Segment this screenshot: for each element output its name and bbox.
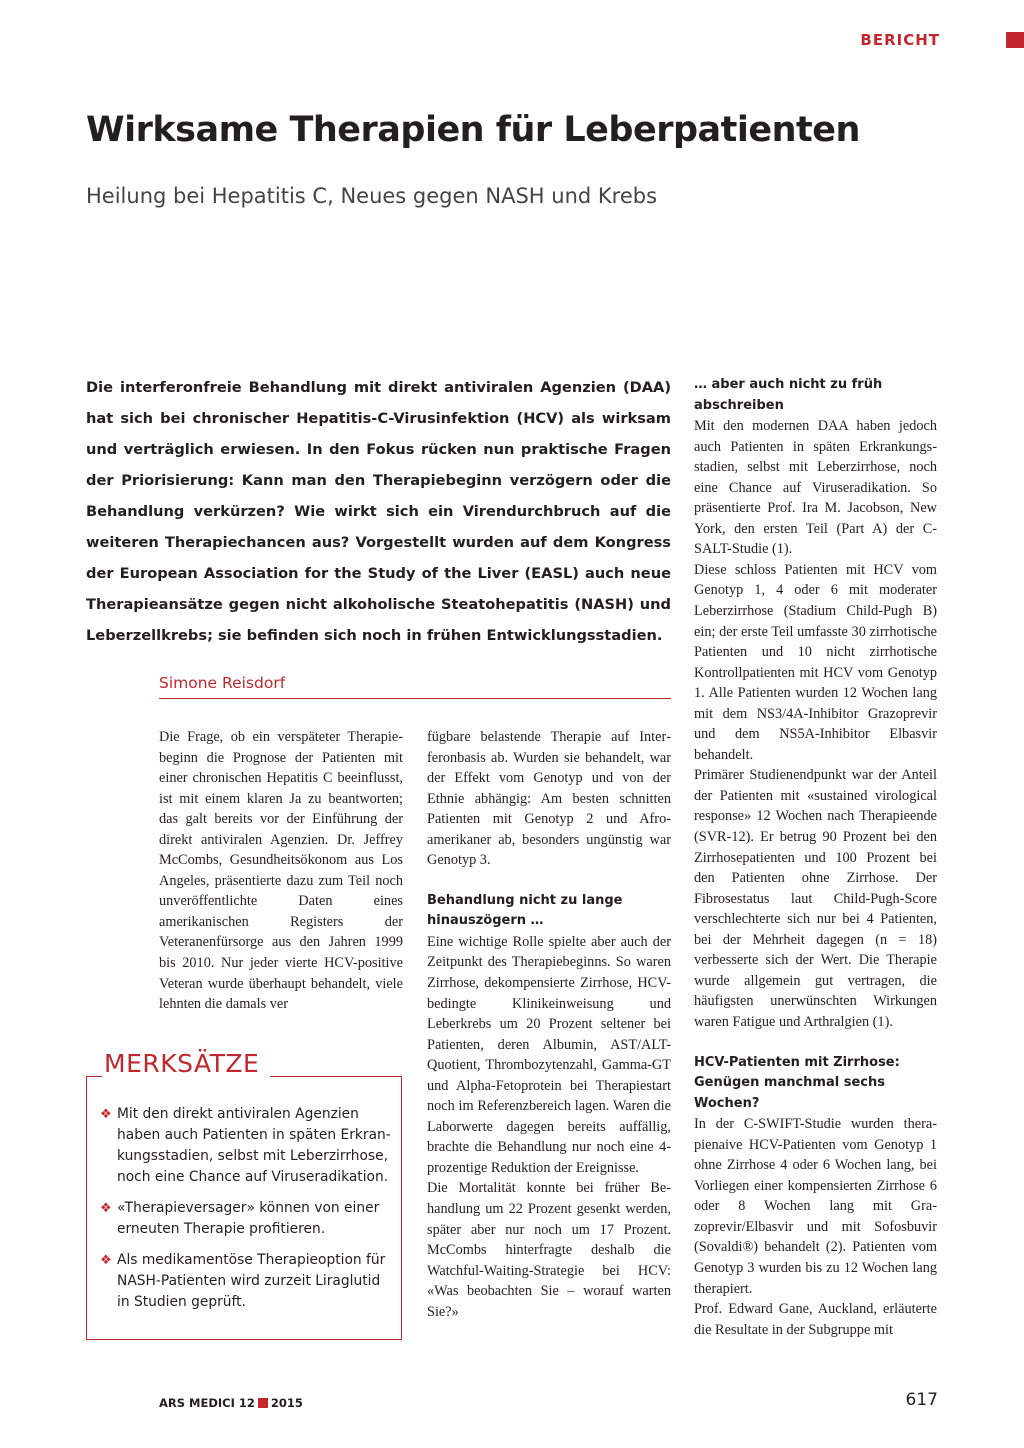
body-column-2	[427, 727, 671, 1322]
section-label: BERICHT	[860, 31, 940, 49]
section-heading: Behandlung nicht zu lange hinauszögern …	[427, 892, 623, 929]
list-item-text: Mit den direkt antiviralen Agenzien haben auch Patienten in späten Erkrankungsstadien, selbst mit Leberzirrhose, noch eine Chance auf Viruseradikation.	[117, 1106, 391, 1185]
body-column-3	[694, 375, 937, 1340]
section-heading: HCV-Patienten mit Zirrhose: Genügen manchmal sechs Wochen?	[694, 1054, 900, 1111]
box-top-border	[86, 1076, 102, 1077]
paragraph: Die Frage, ob ein verspäteter Therapiebeginn die Prognose der Patienten mit einer chronischen Hepatitis C beeinflusst, ist mit einem klaren Ja zu beantworten; das galt bereits vor der Einführung der direkt antiviralen Agenzien. Dr. Jeffrey McCombs, Gesundheitsökonom aus Los Angeles, präsentierte dazu zum Teil noch unveröffentlichte Daten eines amerikanischen Registers der Veteranenfürsorge aus den Jahren 1999 bis 2010. Nur jeder vierte HCV-positive Veteran wurde überhaupt behandelt, viele lehnten die damals ver	[159, 729, 403, 1013]
paragraph: Mit den modernen DAA haben jedoch auch Patienten in späten Erkrankungsstadien, selbst mit Leberzirrhose, noch eine Chance auf Viruseradikation. So präsentierte Prof. Ira M. Jacobson, New York, den ersten Teil (Part A) der C-SALT-Studie (1).	[694, 418, 937, 558]
box-top-border	[270, 1076, 402, 1077]
journal-name: ARS MEDICI 12	[159, 1396, 255, 1410]
diamond-bullet-icon: ❖	[100, 1253, 112, 1268]
paragraph: Prof. Edward Gane, Auckland, erläuterte die Resultate in der Subgruppe mit	[694, 1301, 937, 1338]
diamond-bullet-icon: ❖	[100, 1107, 112, 1122]
paragraph: In der C-SWIFT-Studie wurden therapienaive HCV-Patienten vom Genotyp 1 ohne Zirrhose 4 oder 6 Wochen lang, bei Vorliegen einer kompensierten Zirrhose 6 oder 8 Wochen lang mit Grazoprevir/Elbasvir und mit Sofosbuvir (Sovaldi®) behandelt (2). Patienten vom Genotyp 3 wurden bis zu 12 Wochen lang therapiert.	[694, 1116, 937, 1297]
paragraph: Diese schloss Patienten mit HCV vom Genotyp 1, 4 oder 6 mit moderater Leberzirrhose (Stadium Child-Pugh B) ein; der erste Teil umfasste 30 zirrhotische Patienten und 10 nicht zirrhotische Kontrollpatienten mit HCV vom Genotyp 1. Alle Patienten wurden 12 Wochen lang mit dem NS3/4A-Inhibitor Grazoprevir und dem NS5A-Inhibitor Elbasvir behandelt.	[694, 561, 937, 763]
list-item	[100, 1104, 392, 1188]
merksaetze-title: MERKSÄTZE	[104, 1049, 260, 1078]
paragraph: Die Mortalität konnte bei früher Behandlung um 22 Prozent gesenkt werden, später aber nur noch um 17 Prozent. McCombs hinterfragte deshalb die Watchful-Waiting-Strategie bei HCV: «Was beobachten Sie – worauf warten Sie?»	[427, 1180, 671, 1320]
merksaetze-list	[100, 1104, 392, 1323]
paragraph: Primärer Studienendpunkt war der Anteil der Patienten mit «sustained virological response» 12 Wochen nach Therapieende (SVR-12). Er betrug 90 Prozent bei den Zirrhosepatienten und 100 Prozent bei den Patienten ohne Zirrhose. Der Fibrosestatus laut Child-Pugh-Score verschlechterte sich nur bei 4 Patienten, bei der Mehrheit dagegen (n = 18) verbesserte sich der Wert. Die Therapie wurde allgemein gut vertragen, die häufigsten unerwünschten Wirkungen waren Fatigue und Arthralgien (1).	[694, 767, 937, 1030]
footer-separator-square	[258, 1398, 268, 1408]
body-column-1	[159, 727, 403, 1015]
section-heading: … aber auch nicht zu früh abschreiben	[694, 377, 883, 413]
paragraph: Eine wichtige Rolle spielte aber auch der Zeitpunkt des Therapiebeginns. So waren Zirrhose, dekompensierte Zirrhose, HCV-bedingte Klinikeinweisung und Leberkrebs um 20 Prozent seltener bei Patienten, deren Albumin, AST/ALT-Quotient, Thrombozytenzahl, Gamma-GT und Alpha-Fetoprotein bei Therapiestart noch im Referenzbereich lagen. Waren die Laborwerte dagegen bereits auffällig, brachte die Behandlung nur noch eine 4-prozentige Reduktion der Ereignisse.	[427, 933, 671, 1176]
list-item	[100, 1250, 392, 1313]
list-item-text: «Therapieversager» können von einer erneuten Therapie profitieren.	[117, 1200, 380, 1237]
author-name: Simone Reisdorf	[159, 674, 286, 692]
diamond-bullet-icon: ❖	[100, 1201, 112, 1216]
list-item	[100, 1198, 392, 1240]
paragraph: fügbare belastende Therapie auf Interferonbasis ab. Wurden sie behandelt, war der Effekt vom Genotyp und von der Ethnie abhängig: Am besten schnitten Patienten mit Genotyp 2 und Afroamerikaner ab, besonders ungünstig war Genotyp 3.	[427, 729, 671, 869]
article-subtitle: Heilung bei Hepatitis C, Neues gegen NASH und Krebs	[86, 184, 658, 208]
author-divider	[159, 698, 671, 699]
page-number: 617	[905, 1390, 938, 1410]
footer-journal	[159, 1396, 303, 1410]
article-title: Wirksame Therapien für Leberpatienten	[86, 110, 860, 150]
journal-year: 2015	[270, 1396, 303, 1410]
section-marker	[1006, 32, 1024, 48]
list-item-text: Als medikamentöse Therapieoption für NASH-Patienten wird zurzeit Liraglutid in Studien geprüft.	[117, 1252, 386, 1310]
article-lead: Die interferonfreie Behandlung mit direkt antiviralen Agenzien (DAA) hat sich bei chronischer Hepatitis-C-Virusinfektion (HCV) als wirksam und verträglich erwiesen. In den Fokus rücken nun praktische Fragen der Priorisierung: Kann man den Therapiebeginn verzögern oder die Behandlung verkürzen? Wie wirkt sich ein Virendurchbruch auf die weiteren Therapiechancen aus? Vorgestellt wurden auf dem Kongress der European Association for the Study of the Liver (EASL) auch neue Therapieansätze gegen nicht alkoholische Steatohepatitis (NASH) und Leberzellkrebs; sie befinden sich noch in frühen Entwicklungsstadien.	[86, 379, 671, 644]
